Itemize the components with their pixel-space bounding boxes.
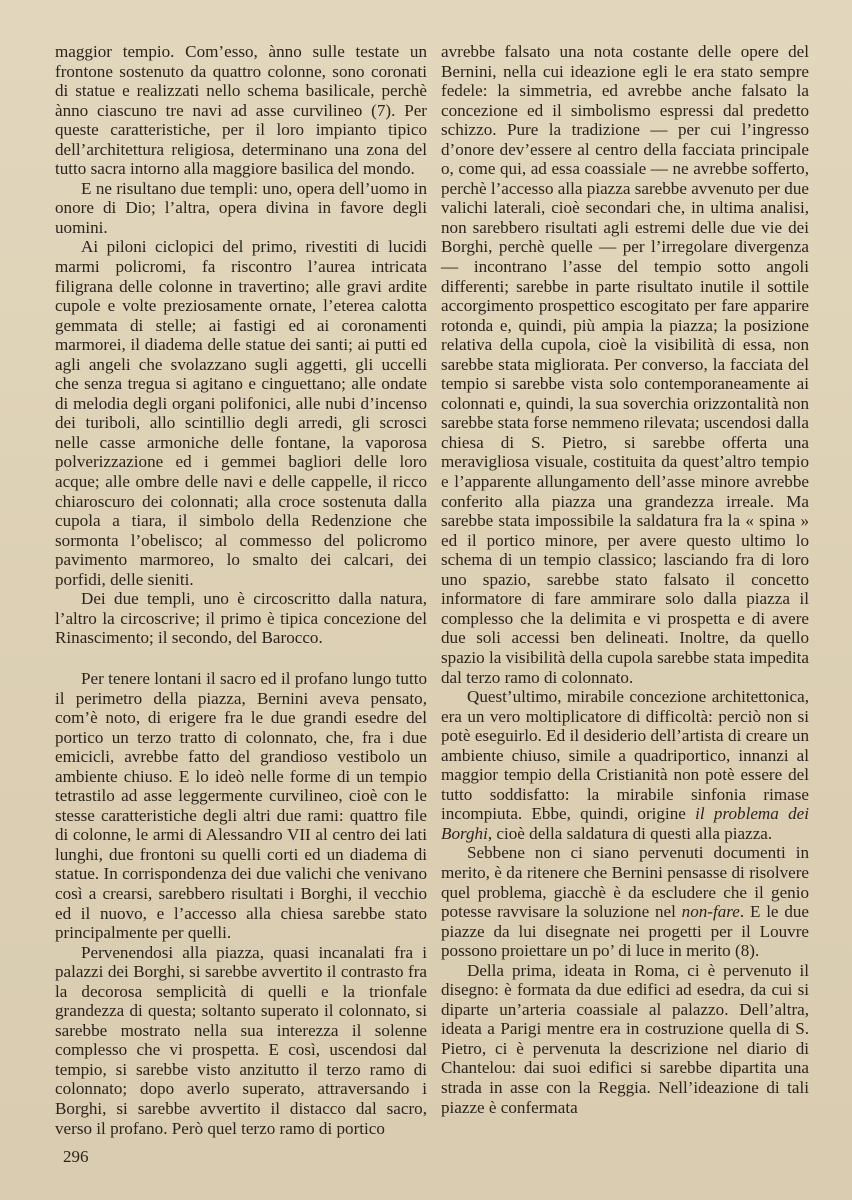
text-run: . E le due piazze da lui disegnate nei progetti per il Louvre possono proiettare un po’ di luce in merito (8). (441, 902, 809, 961)
right-column (441, 42, 809, 1117)
italic-phrase: il problema dei Borghi (441, 804, 809, 843)
italic-phrase: non-fare (681, 902, 740, 922)
left-column (55, 42, 427, 1138)
page-number: 296 (63, 1147, 89, 1166)
paragraph (441, 843, 809, 960)
paragraph: Per tenere lontani il sacro ed il profano lungo tutto il perimetro della piazza, Bernini aveva pensato, com’è noto, di erigere fra le due grandi esedre del portico un terzo tratto di colonnato, che, fra i due emicicli, avrebbe fatto del grandioso vestibolo un ambiente chiuso. E lo ideò nelle forme di un tempio tetrastilo ad asse leggermente curvilineo, cioè con le stesse caratteristiche degli altri due rami: quattro file di colonne, le armi di Alessandro VII al centro dei lati lunghi, due frontoni su quelli corti ed un diadema di statue. In corrispondenza dei due valichi che venivano così a crearsi, sarebbero risultati i Borghi, il vecchio ed il nuovo, e l’accesso alla chiesa sarebbe stato principalmente per quelli. (55, 668, 427, 943)
text-run: Sebbene non ci siano pervenuti documenti in merito, è da ritenere che Bernini pensasse di risolvere quel problema, giacchè è da escludere che il genio potesse ravvisare la soluzione nel (441, 843, 809, 922)
paragraph: Ai piloni ciclopici del primo, rivestiti di lucidi marmi policromi, fa riscontro l’aurea intricata filigrana delle colonne in travertino; alle gravi ardite cupole e volte preziosamente ornate, l’eterea calotta gemmata di stelle; ai fastigi ed ai coronamenti marmorei, il diadema delle statue dei santi; ai putti ed agli angeli che svolazzano sugli aggetti, gli uccelli che senza tregua si agitano e cinguettano; alle ondate di melodia degli organi polifonici, alle nubi d’incenso dei turiboli, allo scintillio degli arredi, gli scrosci nelle casse armoniche delle fontane, la vaporosa polverizzazione ed i gemmei bagliori delle loro acque; alle ombre delle navi e delle cappelle, il ricco chiaroscuro dei colonnati; alla croce sostenuta dalla cupola a tiara, il simbolo della Redenzione che sormonta l’obelisco; al commesso del policromo pavimento marmoreo, lo smalto dei calcari, dei porfidi, delle sieniti. (55, 237, 427, 589)
paragraph: Pervenendosi alla piazza, quasi incanalati fra i palazzi dei Borghi, si sarebbe avvertito il contrasto fra la decorosa semplicità di quelli e la trionfale grandezza di questa; soltanto superato il colonnato, si sarebbe mostrato nella sua interezza il solenne complesso che vi prospetta. E così, uscendosi dal tempio, si sarebbe visto anzitutto il terzo ramo di colonnato; dopo averlo superato, attraversando i Borghi, si sarebbe avvertito il distacco dal sacro, verso il profano. Però quel terzo ramo di portico (55, 942, 427, 1138)
paragraph: avrebbe falsato una nota costante delle opere del Bernini, nella cui ideazione egli le era stato sempre fedele: la simmetria, ed avrebbe anche falsato la concezione ed il simbolismo espressi dal predetto schizzo. Pure la tradizione — per cui l’ingresso d’onore dev’essere al centro della facciata principale o, come qui, ad essa coassiale — ne avrebbe sofferto, perchè l’accesso alla piazza sarebbe avvenuto per due valichi laterali, cioè secondari che, in ultima analisi, non sarebbero risultati agli estremi delle due vie dei Borghi, perchè quelle — per l’irregolare divergenza — incontrano l’asse del tempio sotto angoli differenti; sarebbe in parte risultato inutile il sottile accorgimento prospettico escogitato per fare apparire rotonda e, quindi, più ampia la piazza; la posizione relativa della cupola, cioè la visibilità di essa, non sarebbe stata migliorata. Per converso, la facciata del tempio si sarebbe vista solo contemporaneamente ai colonnati e, quindi, la sua soverchia orizzontalità non sarebbe stata forse nemmeno rilevata; uscendosi dalla chiesa di S. Pietro, si sarebbe offerta una meravigliosa visuale, costituita da quest’altro tempio e l’apparente allungamento dell’asse minore avrebbe conferito alla piazza una grandezza irreale. Ma sarebbe stata impossibile la saldatura fra la « spina » ed il portico minore, per avere questo ultimo lo schema di un tempio classico; lasciando fra di loro uno spazio, sarebbe stato falsato il concetto informatore di fare ammirare solo dalla piazza il complesso che la delimita e vi prospetta e di avere due soli accessi ben delineati. Inoltre, da quello spazio la visibilità della cupola sarebbe stata impedita dal terzo ramo di colonnato. (441, 42, 809, 687)
paragraph (441, 687, 809, 843)
paragraph: Dei due templi, uno è circoscritto dalla natura, l’altro la circoscrive; il primo è tipica concezione del Rinascimento; il secondo, del Barocco. (55, 589, 427, 648)
paragraph: Della prima, ideata in Roma, ci è pervenuto il disegno: è formata da due edifici ad esedra, da cui si diparte un’arteria coassiale al palazzo. Dell’altra, ideata a Parigi mentre era in costruzione quella di S. Pietro, ci è pervenuta la descrizione nel diario di Chantelou: dai suoi edifici si sarebbe dipartita una strada in asse con la Reggia. Nell’ideazione di tali piazze è confermata (441, 960, 809, 1117)
paragraph: E ne risultano due templi: uno, opera dell’uomo in onore di Dio; l’altra, opera divina in favore degli uomini. (55, 178, 427, 237)
text-run: Quest’ultimo, mirabile concezione architettonica, era un vero moltiplicatore di difficoltà: perciò non si potè eseguirlo. Ed il desiderio dell’artista di creare un ambiente chiuso, simile a quadriportico, innanzi al maggior tempio della Cristianità non potè essere del tutto soddisfatto: la mirabile sinfonia rimase incompiuta. Ebbe, quindi, origine (441, 687, 809, 824)
text-run: , cioè della saldatura di questi alla piazza. (487, 823, 773, 843)
paragraph: maggior tempio. Com’esso, ànno sulle testate un frontone sostenuto da quattro colonne, sono coronati di statue e realizzati nello schema basilicale, perchè ànno ciascuno tre navi ad asse curvilineo (7). Per queste caratteristiche, per il loro impianto tipico dell’architettura religiosa, determinano una zona del tutto sacra intorno alla maggiore basilica del mondo. (55, 42, 427, 179)
